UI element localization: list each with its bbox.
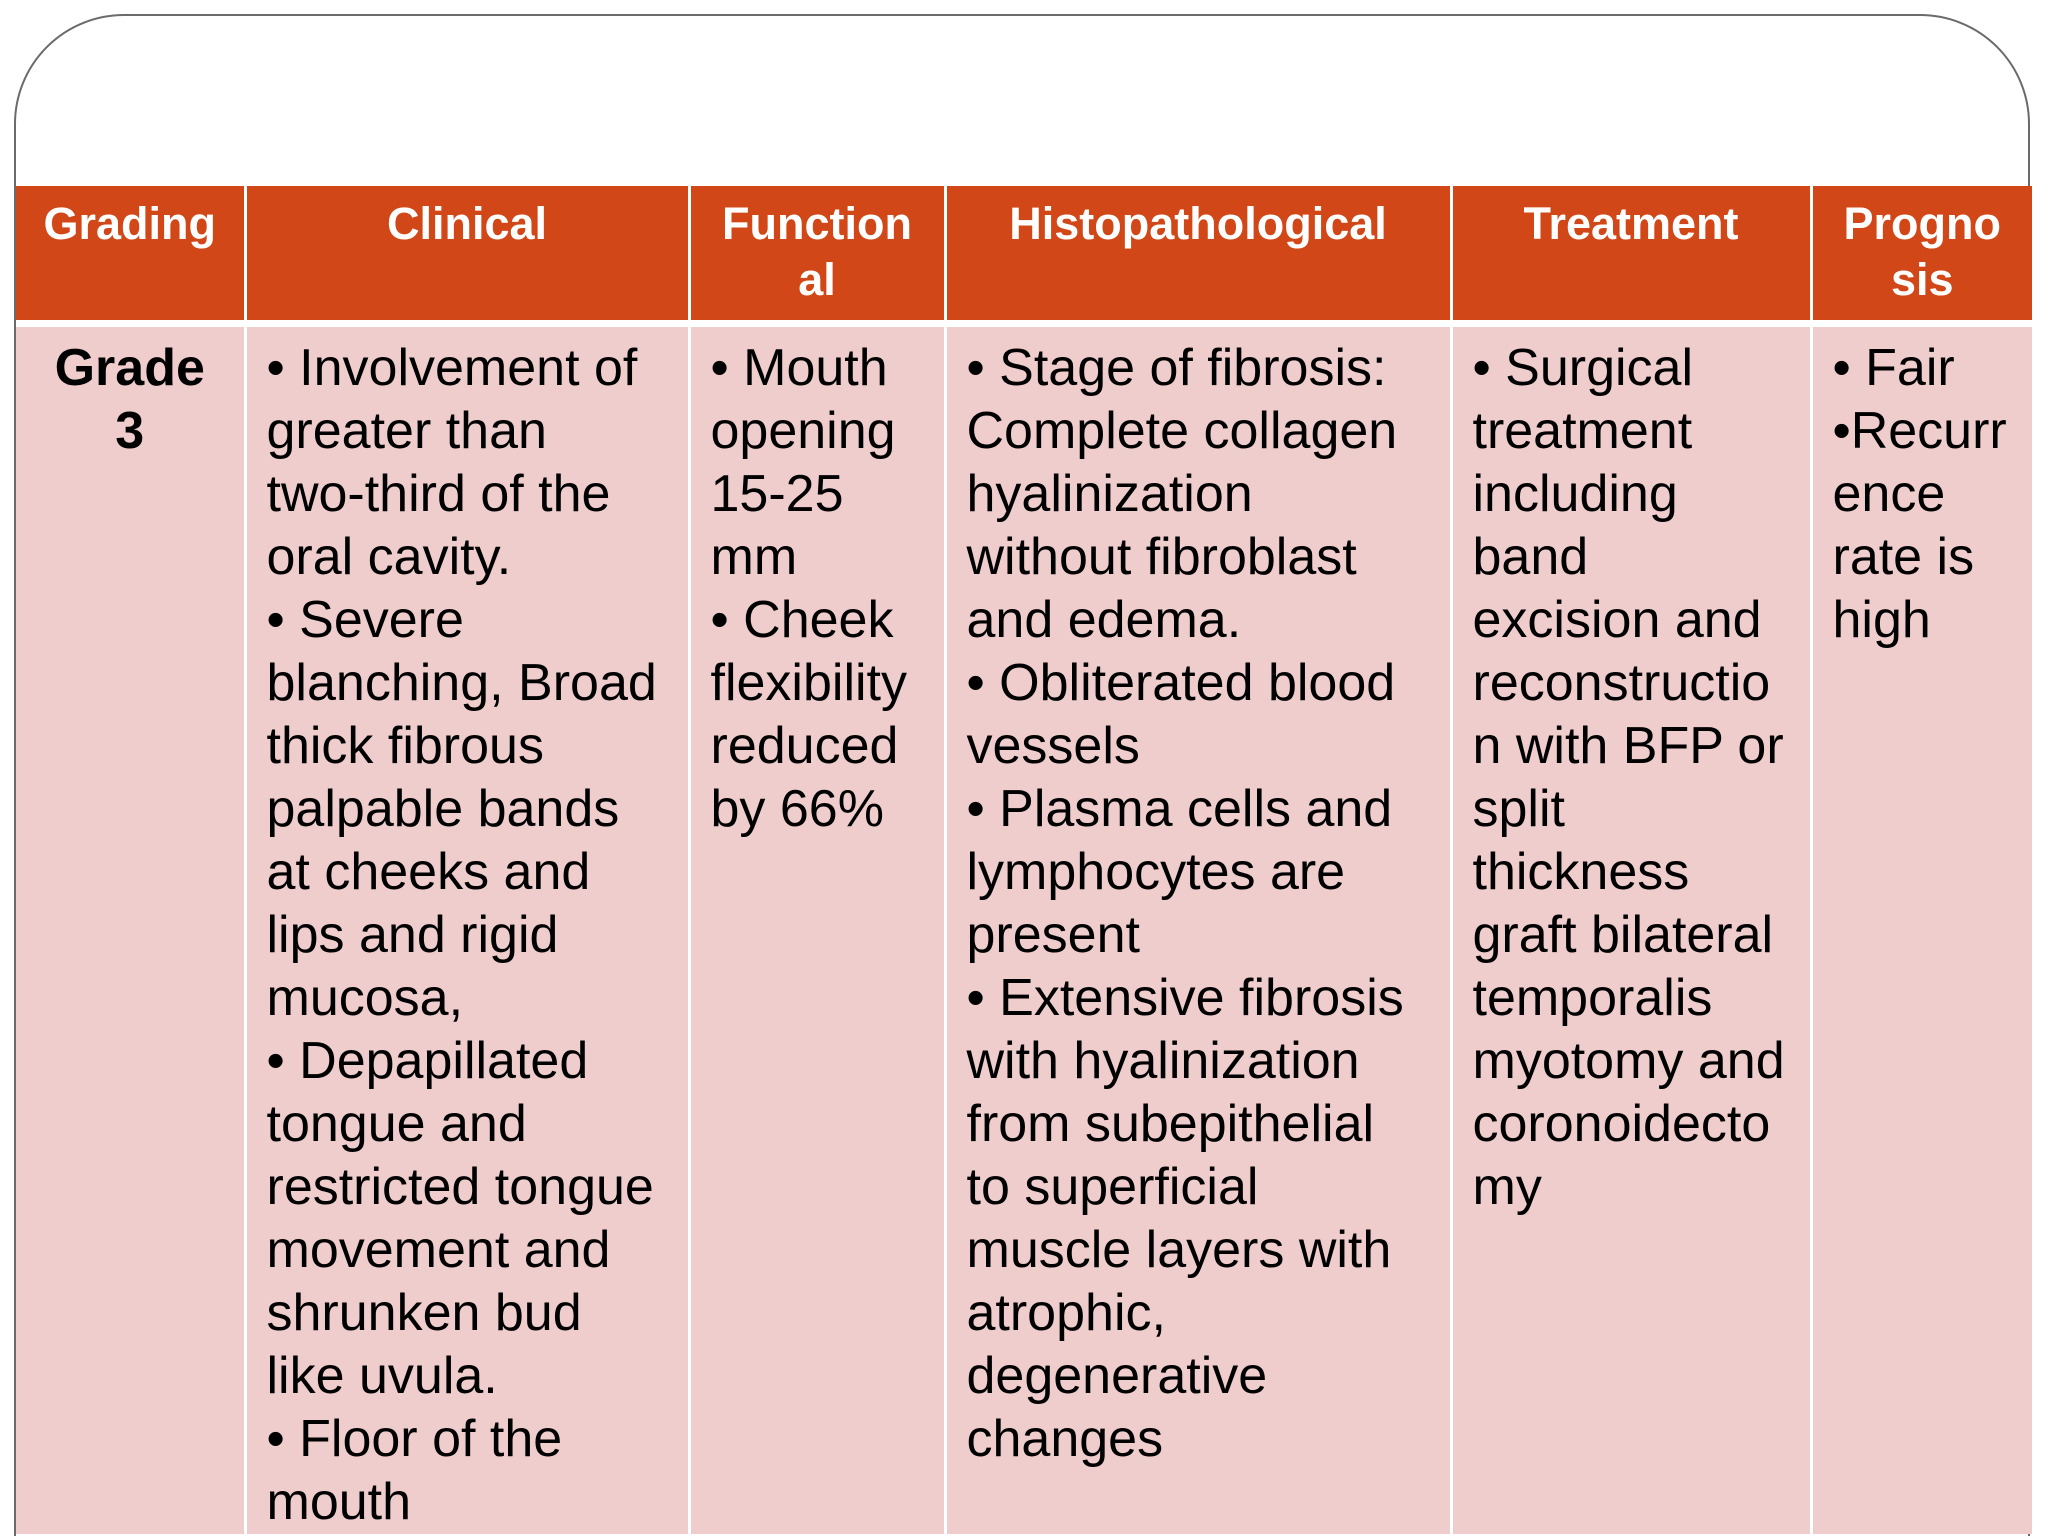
header-functional: Function al [689,186,945,324]
header-prognosis: Progno sis [1811,186,2032,324]
table-header-row [16,186,2032,324]
cell-clinical: • Involvement of greater than two-third of the oral cavity. • Severe blanching, Broad thick fibrous palpable bands at cheeks and lips and rigid mucosa, • Depapillated tongue and restricted tongue movement and shrunken bud like uvula. • Floor of the mouth [245,324,689,1535]
header-grading: Grading [16,186,245,324]
cell-histopathological: • Stage of fibrosis: Complete collagen hyalinization without fibroblast and edema. • Obliterated blood vessels • Plasma cells and lymphocytes are present • Extensive fibrosis with hyalinization from subepithelial to superficial muscle layers with atrophic, degenerative changes [945,324,1451,1535]
header-clinical: Clinical [245,186,689,324]
header-histopathological: Histopathological [945,186,1451,324]
grading-table [16,186,2032,1534]
cell-prognosis: • Fair •Recurr ence rate is high [1811,324,2032,1535]
header-treatment: Treatment [1451,186,1811,324]
table-row [16,324,2032,1535]
cell-functional: • Mouth opening 15-25 mm • Cheek flexibility reduced by 66% [689,324,945,1535]
cell-grading: Grade 3 [16,324,245,1535]
cell-treatment: • Surgical treatment including band excision and reconstructio n with BFP or split thickness graft bilateral temporalis myotomy and coronoidecto my [1451,324,1811,1535]
